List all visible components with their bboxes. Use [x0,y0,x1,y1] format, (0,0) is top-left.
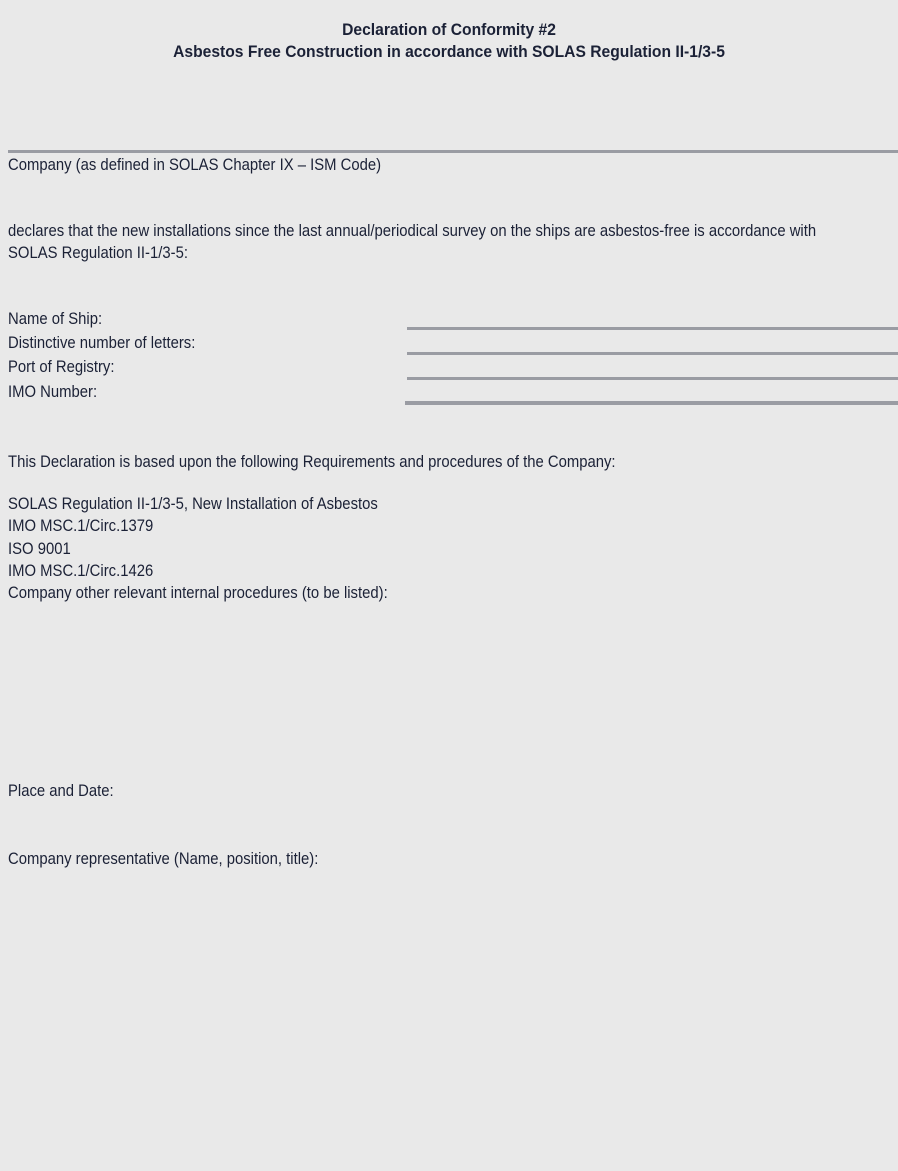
company-representative-label: Company representative (Name, position, title): [8,850,319,868]
company-label: Company (as defined in SOLAS Chapter IX – ISM Code) [8,156,382,174]
document-subtitle: Asbestos Free Construction in accordance with SOLAS Regulation II-1/3-5 [173,42,725,61]
distinctive-letters-label: Distinctive number of letters: [8,334,196,352]
requirement-item: IMO MSC.1/Circ.1426 [8,562,154,580]
requirement-item: ISO 9001 [8,540,71,558]
basis-intro: This Declaration is based upon the following Requirements and procedures of the Company: [8,453,616,471]
port-of-registry-label: Port of Registry: [8,358,115,376]
imo-number-field[interactable] [405,401,898,405]
distinctive-letters-field[interactable] [407,352,898,355]
place-and-date-label: Place and Date: [8,782,114,800]
ship-name-label: Name of Ship: [8,310,103,328]
requirement-item: IMO MSC.1/Circ.1379 [8,517,154,535]
imo-number-label: IMO Number: [8,383,98,401]
company-fill-line[interactable] [8,150,898,153]
requirement-item: SOLAS Regulation II-1/3-5, New Installation of Asbestos [8,495,378,513]
requirement-item: Company other relevant internal procedures (to be listed): [8,584,388,602]
port-of-registry-field[interactable] [407,377,898,380]
document-title: Declaration of Conformity #2 [342,20,556,39]
declaration-text-line2: SOLAS Regulation II-1/3-5: [8,244,188,262]
ship-name-field[interactable] [407,327,898,330]
declaration-text-line1: declares that the new installations since the last annual/periodical survey on the ships are asbestos-free is accordance with [8,222,817,240]
